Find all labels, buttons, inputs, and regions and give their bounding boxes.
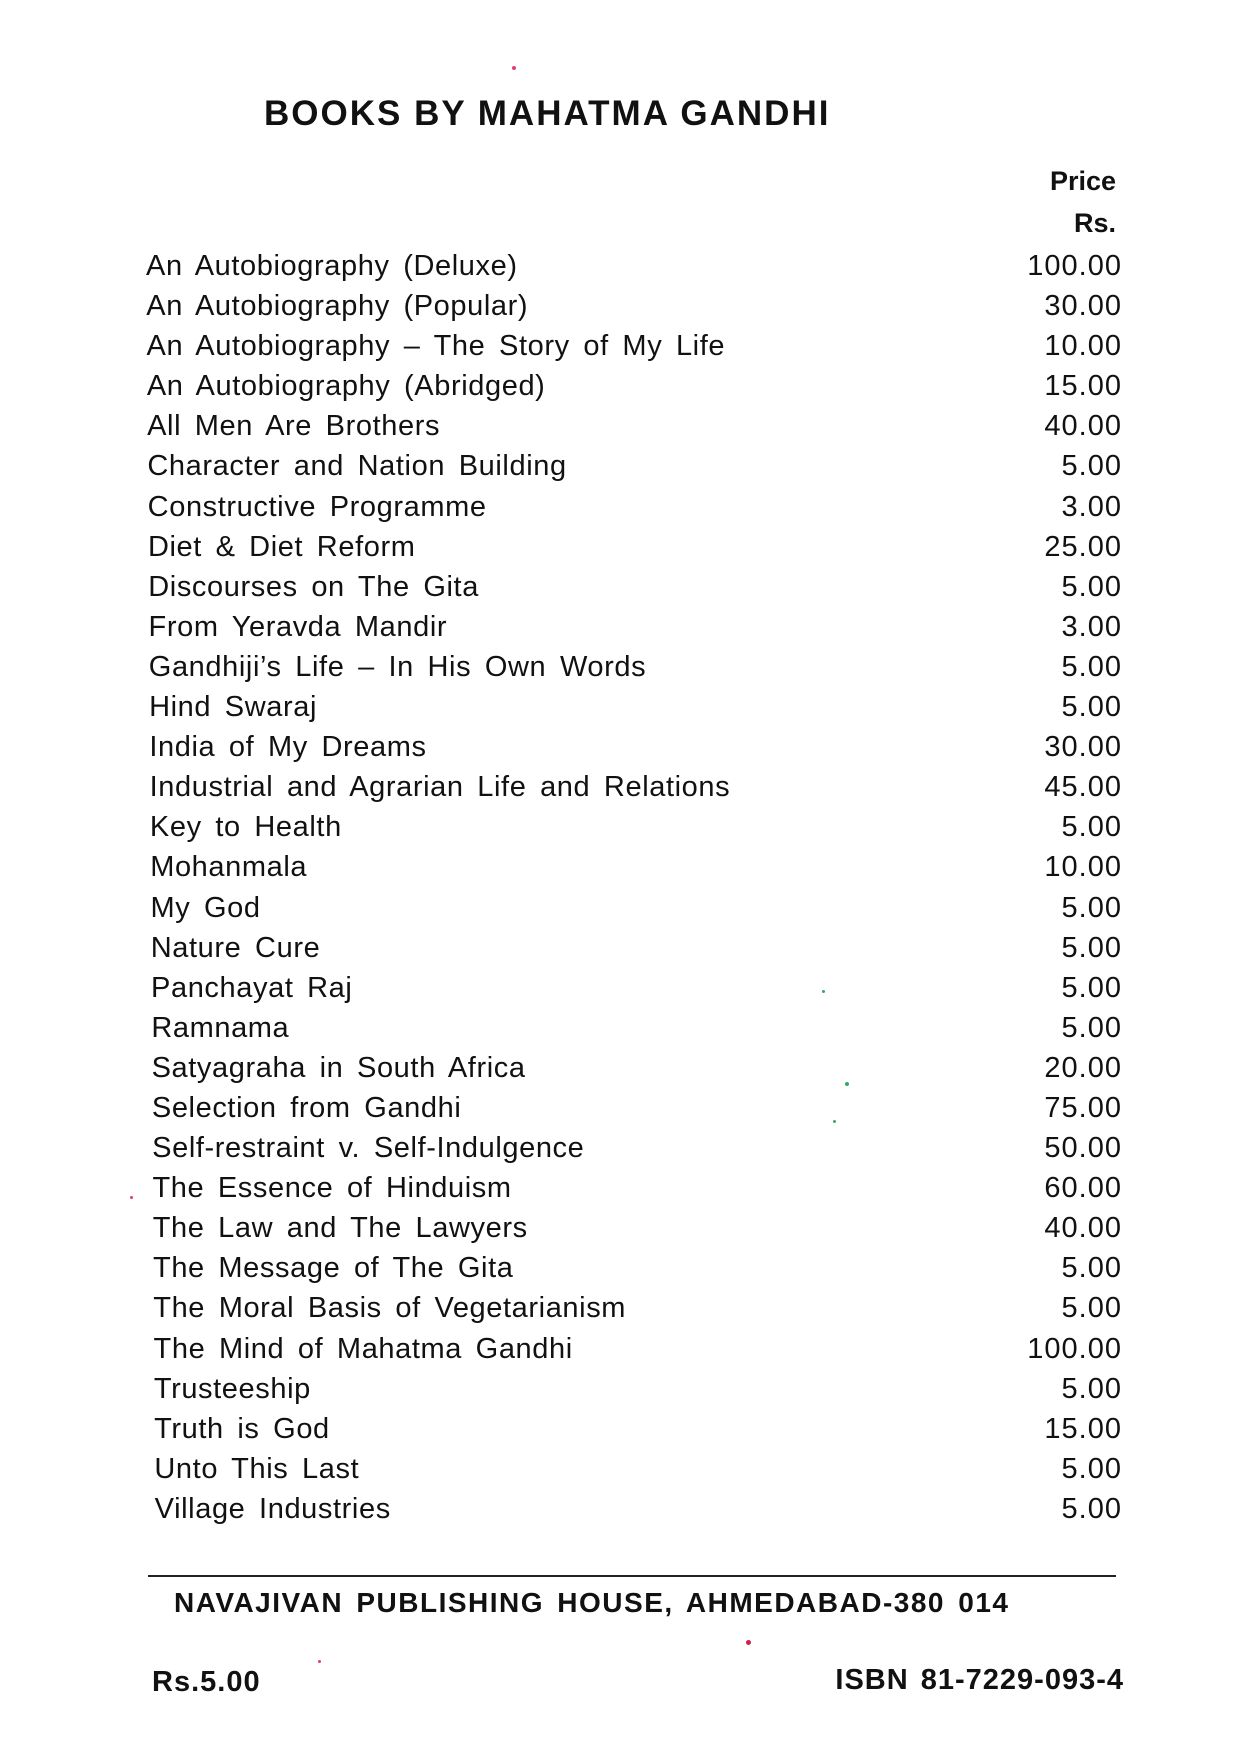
book-price: 5.00 xyxy=(1061,1452,1122,1485)
book-title: Self-restraint v. Self-Indulgence xyxy=(152,1132,585,1165)
book-title: Panchayat Raj xyxy=(151,971,353,1004)
page-title: BOOKS BY MAHATMA GANDHI xyxy=(264,94,831,133)
book-row xyxy=(147,326,1126,366)
book-price-list xyxy=(146,246,1126,1529)
print-speck xyxy=(318,1660,321,1663)
print-speck xyxy=(845,1082,849,1086)
book-title: All Men Are Brothers xyxy=(147,410,441,443)
book-row xyxy=(146,246,1126,286)
book-title: Trusteeship xyxy=(153,1372,311,1405)
book-price: 5.00 xyxy=(1061,931,1122,964)
book-title: Satyagraha in South Africa xyxy=(151,1051,526,1084)
book-row xyxy=(153,1208,1126,1248)
book-row xyxy=(152,1088,1126,1128)
book-row xyxy=(148,487,1126,527)
book-price: 3.00 xyxy=(1061,610,1122,643)
book-title: The Moral Basis of Vegetarianism xyxy=(153,1292,627,1325)
print-speck xyxy=(130,1196,133,1199)
book-price: 5.00 xyxy=(1061,450,1122,483)
book-price: 30.00 xyxy=(1044,290,1122,323)
book-price: 5.00 xyxy=(1061,570,1122,603)
book-row xyxy=(153,1248,1126,1288)
cover-price: Rs.5.00 xyxy=(152,1666,261,1698)
book-price: 25.00 xyxy=(1044,530,1122,563)
book-price: 20.00 xyxy=(1044,1051,1122,1084)
book-row xyxy=(149,647,1126,687)
book-price: 5.00 xyxy=(1061,691,1122,724)
book-price: 10.00 xyxy=(1044,330,1122,363)
book-title: Selection from Gandhi xyxy=(151,1091,462,1124)
book-price: 5.00 xyxy=(1061,1492,1122,1525)
book-row xyxy=(154,1409,1126,1449)
currency-column-header: Rs. xyxy=(1073,208,1116,238)
book-title: An Autobiography – The Story of My Life xyxy=(146,330,726,363)
book-price: 100.00 xyxy=(1027,1332,1122,1365)
book-price: 15.00 xyxy=(1044,1412,1122,1445)
book-title: An Autobiography (Popular) xyxy=(146,290,529,323)
book-row xyxy=(150,847,1126,887)
book-title: My God xyxy=(150,891,261,924)
book-row xyxy=(153,1288,1126,1328)
book-row xyxy=(154,1329,1126,1369)
book-title: The Essence of Hinduism xyxy=(152,1172,512,1205)
book-title: Truth is God xyxy=(154,1412,330,1445)
book-title: Discourses on The Gita xyxy=(148,570,479,603)
publisher-line: NAVAJIVAN PUBLISHING HOUSE, AHMEDABAD-380 014 xyxy=(174,1587,1010,1618)
book-title: Key to Health xyxy=(149,811,342,844)
book-row xyxy=(147,406,1126,446)
book-row xyxy=(150,807,1126,847)
book-title: Character and Nation Building xyxy=(147,450,567,483)
divider-line xyxy=(148,1575,1116,1577)
book-price: 75.00 xyxy=(1044,1091,1122,1124)
book-price: 5.00 xyxy=(1061,811,1122,844)
book-price: 45.00 xyxy=(1044,771,1122,804)
book-row xyxy=(152,1048,1126,1088)
book-row xyxy=(151,968,1126,1008)
book-price: 5.00 xyxy=(1061,1252,1122,1285)
book-title: Diet & Diet Reform xyxy=(147,530,416,563)
book-title: Hind Swaraj xyxy=(149,691,318,724)
book-price: 10.00 xyxy=(1044,851,1122,884)
book-price: 5.00 xyxy=(1061,891,1122,924)
book-title: An Autobiography (Abridged) xyxy=(146,370,546,403)
book-row xyxy=(148,527,1126,567)
book-title: The Law and The Lawyers xyxy=(152,1212,528,1245)
book-row xyxy=(155,1489,1126,1529)
print-speck xyxy=(833,1120,836,1123)
book-row xyxy=(149,687,1126,727)
print-speck xyxy=(822,990,825,993)
book-row xyxy=(152,1168,1126,1208)
print-speck xyxy=(512,66,516,70)
book-title: Nature Cure xyxy=(150,931,321,964)
book-row xyxy=(154,1369,1126,1409)
book-title: Mohanmala xyxy=(150,851,308,884)
book-row xyxy=(152,1128,1126,1168)
book-title: Industrial and Agrarian Life and Relations xyxy=(149,771,731,804)
book-row xyxy=(154,1449,1126,1489)
book-title: Constructive Programme xyxy=(147,490,487,523)
isbn-number: ISBN 81-7229-093-4 xyxy=(835,1664,1124,1696)
book-price: 50.00 xyxy=(1044,1132,1122,1165)
book-title: Ramnama xyxy=(151,1011,290,1044)
book-row xyxy=(150,767,1126,807)
book-title: India of My Dreams xyxy=(149,731,427,764)
book-row xyxy=(150,888,1126,928)
book-row xyxy=(151,928,1126,968)
print-speck xyxy=(746,1640,751,1645)
book-title: Gandhiji’s Life – In His Own Words xyxy=(148,650,647,683)
book-row xyxy=(146,286,1126,326)
book-row xyxy=(147,366,1126,406)
book-title: The Message of The Gita xyxy=(153,1252,514,1285)
book-row xyxy=(147,446,1126,486)
price-column-header: Price xyxy=(1049,166,1116,196)
book-price: 5.00 xyxy=(1061,971,1122,1004)
book-row xyxy=(151,1008,1126,1048)
book-row xyxy=(149,727,1126,767)
book-price: 100.00 xyxy=(1027,250,1122,282)
book-price: 3.00 xyxy=(1061,490,1122,523)
book-title: Village Industries xyxy=(154,1492,391,1525)
book-price: 30.00 xyxy=(1044,731,1122,764)
book-price: 40.00 xyxy=(1044,410,1122,443)
book-title: Unto This Last xyxy=(154,1452,360,1485)
book-price: 5.00 xyxy=(1061,650,1122,683)
book-title: An Autobiography (Deluxe) xyxy=(146,250,518,282)
book-price: 5.00 xyxy=(1061,1372,1122,1405)
book-price: 5.00 xyxy=(1061,1011,1122,1044)
book-price: 5.00 xyxy=(1061,1292,1122,1325)
book-price: 40.00 xyxy=(1044,1212,1122,1245)
book-title: The Mind of Mahatma Gandhi xyxy=(153,1332,573,1365)
book-title: From Yeravda Mandir xyxy=(148,610,448,643)
book-price: 60.00 xyxy=(1044,1172,1122,1205)
book-row xyxy=(149,607,1126,647)
book-price: 15.00 xyxy=(1044,370,1122,403)
book-row xyxy=(148,567,1126,607)
